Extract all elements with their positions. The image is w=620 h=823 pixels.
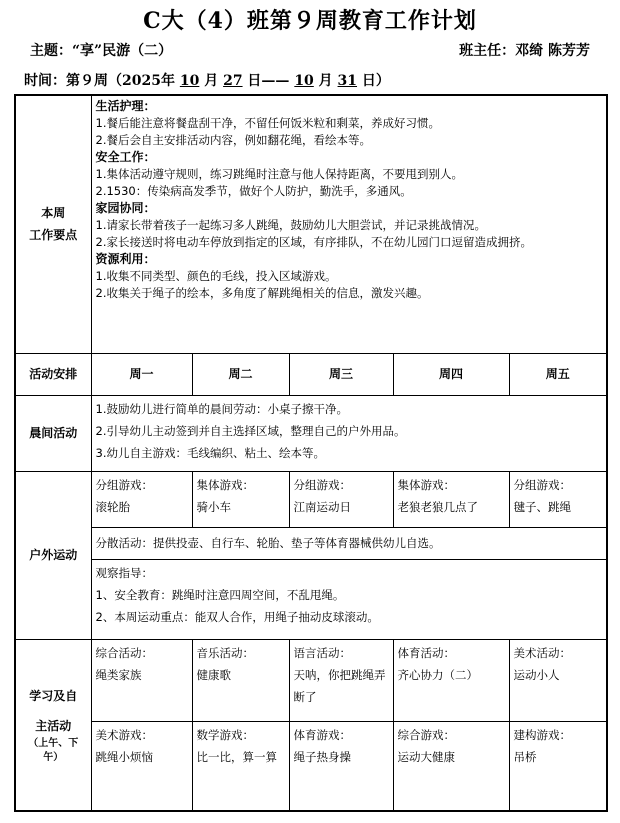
activity-type: 集体游戏： bbox=[196, 477, 254, 492]
activity-name: 绳类家族 bbox=[95, 667, 142, 682]
list-item: 2.餐后会自主安排活动内容，例如翻花绳，看绘本等。 bbox=[95, 133, 371, 147]
date-sep: 日—— bbox=[242, 73, 295, 89]
label-line: 午） bbox=[43, 751, 64, 763]
activity-type: 建构游戏： bbox=[513, 727, 571, 742]
morning-content bbox=[91, 395, 607, 471]
day-thursday: 周四 bbox=[393, 353, 509, 395]
teacher-label: 班主任：邓绮 陈芳芳 bbox=[459, 43, 590, 59]
outdoor-scattered-row bbox=[15, 527, 607, 559]
list-item: 2、本周运动重点：能双人合作，用绳子抽动皮球滚动。 bbox=[95, 609, 379, 624]
learning-cell bbox=[289, 639, 393, 721]
outdoor-label: 户外运动 bbox=[15, 471, 91, 639]
activity-type: 语言活动： bbox=[293, 645, 351, 660]
list-item: 2.家长接送时将电动车停放到指定的区域，有序排队，不在幼儿园门口逗留造成拥挤。 bbox=[95, 235, 532, 249]
section-heading: 资源利用： bbox=[95, 252, 156, 266]
list-item: 2.引导幼儿主动签到并自主选择区域，整理自己的户外用品。 bbox=[95, 423, 406, 438]
key-points-row bbox=[15, 95, 607, 353]
activity-name: 老狼老狼几点了 bbox=[397, 499, 478, 514]
activity-type: 体育游戏： bbox=[293, 727, 351, 742]
label-line: 主活动 bbox=[35, 718, 72, 733]
section-heading: 安全工作： bbox=[95, 150, 156, 164]
activity-type: 集体游戏： bbox=[397, 477, 455, 492]
learning-cell bbox=[393, 721, 509, 811]
end-day: 31 bbox=[337, 73, 358, 89]
date-sep: 月 bbox=[313, 73, 338, 89]
day-friday: 周五 bbox=[509, 353, 607, 395]
section-heading: 家园协同： bbox=[95, 201, 156, 215]
outdoor-cell-fri bbox=[509, 471, 607, 527]
start-day: 27 bbox=[223, 73, 243, 89]
learning-cell bbox=[289, 721, 393, 811]
activity-type: 分组游戏： bbox=[293, 477, 351, 492]
schedule-label: 活动安排 bbox=[15, 353, 91, 395]
date-suffix: 日） bbox=[357, 73, 390, 89]
outdoor-cell-tue bbox=[192, 471, 289, 527]
end-month: 10 bbox=[294, 73, 314, 89]
activity-name: 滚轮胎 bbox=[95, 499, 130, 514]
outdoor-cell-thu bbox=[393, 471, 509, 527]
activity-type: 美术游戏： bbox=[95, 727, 153, 742]
day-wednesday: 周三 bbox=[289, 353, 393, 395]
activity-name: 比一比，算一算 bbox=[196, 749, 277, 764]
header-info bbox=[30, 40, 590, 60]
activity-type: 美术活动： bbox=[513, 645, 571, 660]
activity-name: 毽子、跳绳 bbox=[513, 499, 571, 514]
plan-table bbox=[14, 94, 608, 812]
date-prefix: 时间：第９周（2025年 bbox=[24, 73, 180, 89]
list-item: 2.收集关于绳子的绘本，多角度了解跳绳相关的信息，激发兴趣。 bbox=[95, 286, 429, 300]
key-points-label bbox=[15, 95, 91, 353]
outdoor-cell-wed bbox=[289, 471, 393, 527]
learning-row-2 bbox=[15, 721, 607, 811]
activity-name: 吊桥 bbox=[513, 749, 537, 764]
list-item: 1.集体活动遵守规则，练习跳绳时注意与他人保持距离，不要甩到别人。 bbox=[95, 167, 463, 181]
observe-guidance bbox=[91, 559, 607, 639]
date-range bbox=[24, 70, 390, 90]
scattered-activity: 分散活动：提供投壶、自行车、轮胎、垫子等体育器械供幼儿自选。 bbox=[91, 527, 607, 559]
day-tuesday: 周二 bbox=[192, 353, 289, 395]
schedule-header-row bbox=[15, 353, 607, 395]
list-item: 1、安全教育：跳绳时注意四周空间，不乱甩绳。 bbox=[95, 587, 345, 602]
outdoor-cell-mon bbox=[91, 471, 192, 527]
observe-title: 观察指导： bbox=[95, 565, 153, 580]
activity-type: 音乐活动： bbox=[196, 645, 254, 660]
activity-name: 健康歌 bbox=[196, 667, 231, 682]
learning-cell bbox=[91, 721, 192, 811]
activity-type: 体育活动： bbox=[397, 645, 455, 660]
list-item: 3.幼儿自主游戏：毛线编织、粘土、绘本等。 bbox=[95, 445, 325, 460]
label-line: 工作要点 bbox=[29, 228, 78, 243]
activity-name: 绳子热身操 bbox=[293, 749, 351, 764]
outdoor-groups-row bbox=[15, 471, 607, 527]
label-line: （上午、下 bbox=[28, 737, 79, 749]
activity-name: 跳绳小烦恼 bbox=[95, 749, 153, 764]
learning-cell bbox=[393, 639, 509, 721]
list-item: 2.1530：传染病高发季节，做好个人防护，勤洗手，多通风。 bbox=[95, 184, 412, 198]
label-line: 学习及自 bbox=[29, 688, 78, 703]
list-item: 1.请家长带着孩子一起练习多人跳绳，鼓励幼儿大胆尝试，并记录挑战情况。 bbox=[95, 218, 486, 232]
list-item: 1.收集不同类型、颜色的毛线，投入区域游戏。 bbox=[95, 269, 337, 283]
activity-type: 综合活动： bbox=[95, 645, 153, 660]
page-title: C大（4）班第９周教育工作计划 bbox=[143, 8, 477, 34]
activity-type: 分组游戏： bbox=[513, 477, 571, 492]
activity-name: 齐心协力（二） bbox=[397, 667, 478, 682]
label-line: 本周 bbox=[41, 206, 66, 221]
learning-cell bbox=[509, 721, 607, 811]
activity-type: 数学游戏： bbox=[196, 727, 254, 742]
activity-name: 江南运动日 bbox=[293, 499, 351, 514]
learning-row-1 bbox=[15, 639, 607, 721]
start-month: 10 bbox=[179, 73, 200, 89]
day-monday: 周一 bbox=[91, 353, 192, 395]
learning-label bbox=[15, 639, 91, 811]
list-item: 1.餐后能注意将餐盘刮干净，不留任何饭米粒和剩菜，养成好习惯。 bbox=[95, 116, 440, 130]
activity-name: 天呐，你把跳绳弄断了 bbox=[293, 667, 386, 704]
learning-cell bbox=[91, 639, 192, 721]
date-sep: 月 bbox=[199, 73, 224, 89]
learning-cell bbox=[509, 639, 607, 721]
activity-name: 骑小车 bbox=[196, 499, 231, 514]
morning-label: 晨间活动 bbox=[15, 395, 91, 471]
morning-row bbox=[15, 395, 607, 471]
list-item: 1.鼓励幼儿进行简单的晨间劳动：小桌子擦干净。 bbox=[95, 401, 348, 416]
key-points-content bbox=[91, 95, 607, 353]
activity-type: 综合游戏： bbox=[397, 727, 455, 742]
activity-type: 分组游戏： bbox=[95, 477, 153, 492]
section-heading: 生活护理： bbox=[95, 99, 156, 113]
learning-cell bbox=[192, 639, 289, 721]
theme-label: 主题：“享”民游（二） bbox=[30, 43, 173, 59]
outdoor-observe-row bbox=[15, 559, 607, 639]
activity-name: 运动小人 bbox=[513, 667, 560, 682]
activity-name: 运动大健康 bbox=[397, 749, 455, 764]
learning-cell bbox=[192, 721, 289, 811]
